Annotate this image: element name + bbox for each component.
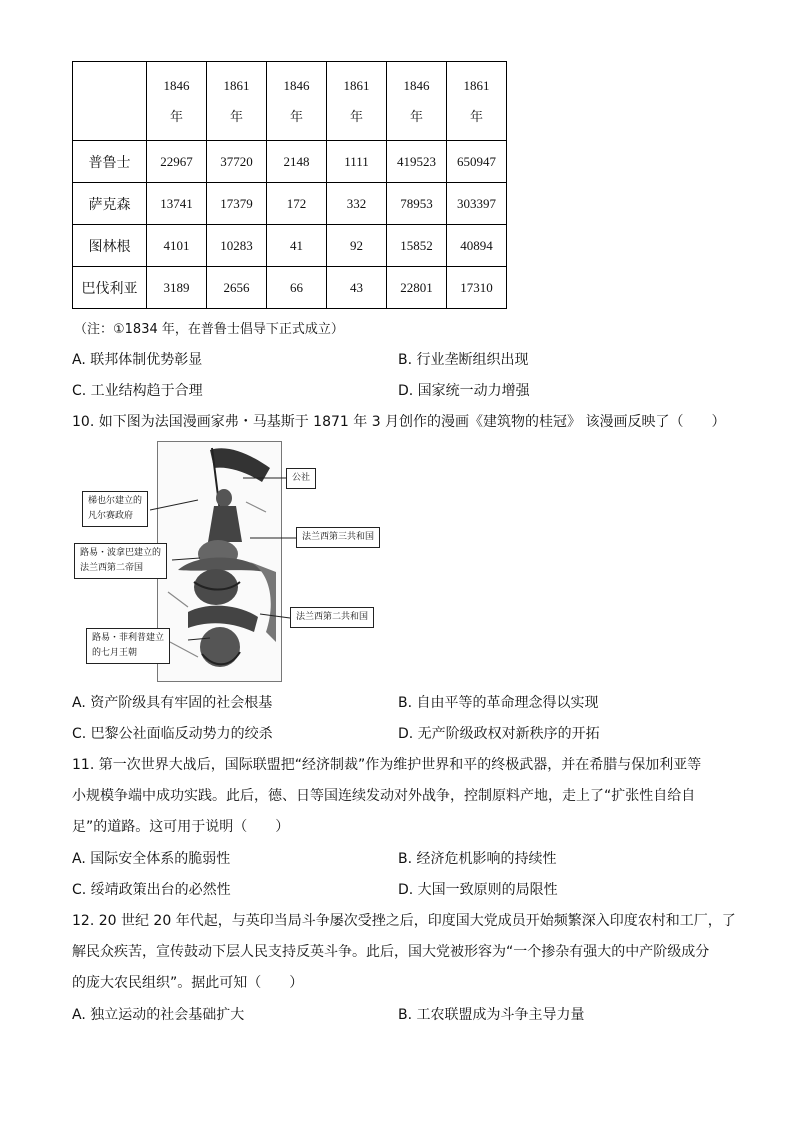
q11-option-a: A. 国际安全体系的脆弱性 — [72, 851, 231, 867]
table-cell: 17310 — [447, 267, 507, 309]
q11-line-1: 11. 第一次世界大战后，国际联盟把“经济制裁”作为维护世界和平的终极武器，并在希腊与保加利亚等 — [72, 757, 702, 773]
table-cell: 22967 — [147, 141, 207, 183]
label-second-republic: 法兰西第二共和国 — [290, 607, 374, 628]
table-cell: 41 — [267, 225, 327, 267]
table-cell: 92 — [327, 225, 387, 267]
label-third-republic: 法兰西第三共和国 — [296, 527, 380, 548]
q11-line-3: 足”的道路。这可用于说明（ ） — [72, 819, 290, 835]
q10-option-c: C. 巴黎公社面临反动势力的绞杀 — [72, 726, 273, 742]
label-second-empire — [74, 543, 167, 579]
table-cell: 303397 — [447, 183, 507, 225]
year-header: 1861 年 — [327, 62, 387, 141]
label-line: 梯也尔建立的 — [88, 496, 143, 506]
table-cell: 4101 — [147, 225, 207, 267]
table-cell: 1111 — [327, 141, 387, 183]
year-header: 1846 年 — [387, 62, 447, 141]
table-note: （注：①1834 年，在普鲁士倡导下正式成立） — [74, 322, 344, 337]
state-name: 普鲁士 — [73, 141, 147, 183]
table-corner-cell — [73, 62, 147, 141]
table-cell: 172 — [267, 183, 327, 225]
table-cell: 650947 — [447, 141, 507, 183]
q12-line-2: 解民众疾苦，宣传鼓动下层人民支持反英斗争。此后，国大党被形容为“一个掺杂有强大的中产阶级成分 — [72, 944, 710, 960]
q9-option-a: A. 联邦体制优势彰显 — [72, 352, 203, 368]
table-cell: 40894 — [447, 225, 507, 267]
q11-option-c: C. 绥靖政策出台的必然性 — [72, 882, 231, 898]
table-cell: 17379 — [207, 183, 267, 225]
table-header-row — [73, 62, 507, 141]
table-cell: 37720 — [207, 141, 267, 183]
table-cell: 419523 — [387, 141, 447, 183]
table-row — [73, 183, 507, 225]
q10-option-a: A. 资产阶级具有牢固的社会根基 — [72, 695, 273, 711]
table-cell: 332 — [327, 183, 387, 225]
state-name: 图林根 — [73, 225, 147, 267]
table-cell: 22801 — [387, 267, 447, 309]
year-header: 1846 年 — [267, 62, 327, 141]
year-header: 1861 年 — [447, 62, 507, 141]
table-cell: 13741 — [147, 183, 207, 225]
q9-option-b: B. 行业垄断组织出现 — [398, 352, 529, 368]
table-cell: 15852 — [387, 225, 447, 267]
state-name: 巴伐利亚 — [73, 267, 147, 309]
label-line: 路易・菲利普建立 — [92, 633, 165, 643]
year-header: 1846 年 — [147, 62, 207, 141]
label-commune: 公社 — [286, 468, 316, 489]
table-cell: 10283 — [207, 225, 267, 267]
q10-stem: 10. 如下图为法国漫画家弗・马基斯于 1871 年 3 月创作的漫画《建筑物的桂冠》 该漫画反映了（ ） — [72, 414, 726, 430]
connector-line — [260, 614, 290, 618]
table-cell: 3189 — [147, 267, 207, 309]
table-row — [73, 267, 507, 309]
label-july-monarchy — [86, 628, 170, 664]
table-row — [73, 141, 507, 183]
q12-option-a: A. 独立运动的社会基础扩大 — [72, 1007, 245, 1023]
label-line: 路易・波拿巴建立的 — [80, 548, 162, 558]
q10-option-d: D. 无产阶级政权对新秩序的开拓 — [398, 726, 600, 742]
label-versailles — [82, 491, 148, 527]
q9-option-d: D. 国家统一动力增强 — [398, 383, 530, 399]
q9-option-c: C. 工业结构趋于合理 — [72, 383, 203, 399]
year-header: 1861 年 — [207, 62, 267, 141]
state-name: 萨克森 — [73, 183, 147, 225]
q11-option-d: D. 大国一致原则的局限性 — [398, 882, 558, 898]
q11-option-b: B. 经济危机影响的持续性 — [398, 851, 557, 867]
table-cell: 2656 — [207, 267, 267, 309]
label-line: 的七月王朝 — [92, 648, 138, 658]
table-cell: 66 — [267, 267, 327, 309]
q12-line-3: 的庞大农民组织”。据此可知（ ） — [72, 975, 304, 991]
label-line: 凡尔赛政府 — [88, 511, 134, 521]
q10-option-b: B. 自由平等的革命理念得以实现 — [398, 695, 599, 711]
q11-line-2: 小规模争端中成功实践。此后，德、日等国连续发动对外战争，控制原料产地，走上了“扩张性自给自 — [72, 788, 696, 804]
statistics-table — [72, 61, 507, 309]
label-line: 法兰西第二帝国 — [80, 563, 144, 573]
q12-option-b: B. 工农联盟成为斗争主导力量 — [398, 1007, 585, 1023]
table-row — [73, 225, 507, 267]
q12-line-1: 12. 20 世纪 20 年代起，与英印当局斗争屡次受挫之后，印度国大党成员开始频繁深入印度农村和工厂，了 — [72, 913, 736, 929]
table-cell: 43 — [327, 267, 387, 309]
connector-line — [172, 558, 200, 560]
connector-line — [188, 638, 210, 640]
table-cell: 2148 — [267, 141, 327, 183]
connector-line — [150, 500, 198, 510]
table-cell: 78953 — [387, 183, 447, 225]
